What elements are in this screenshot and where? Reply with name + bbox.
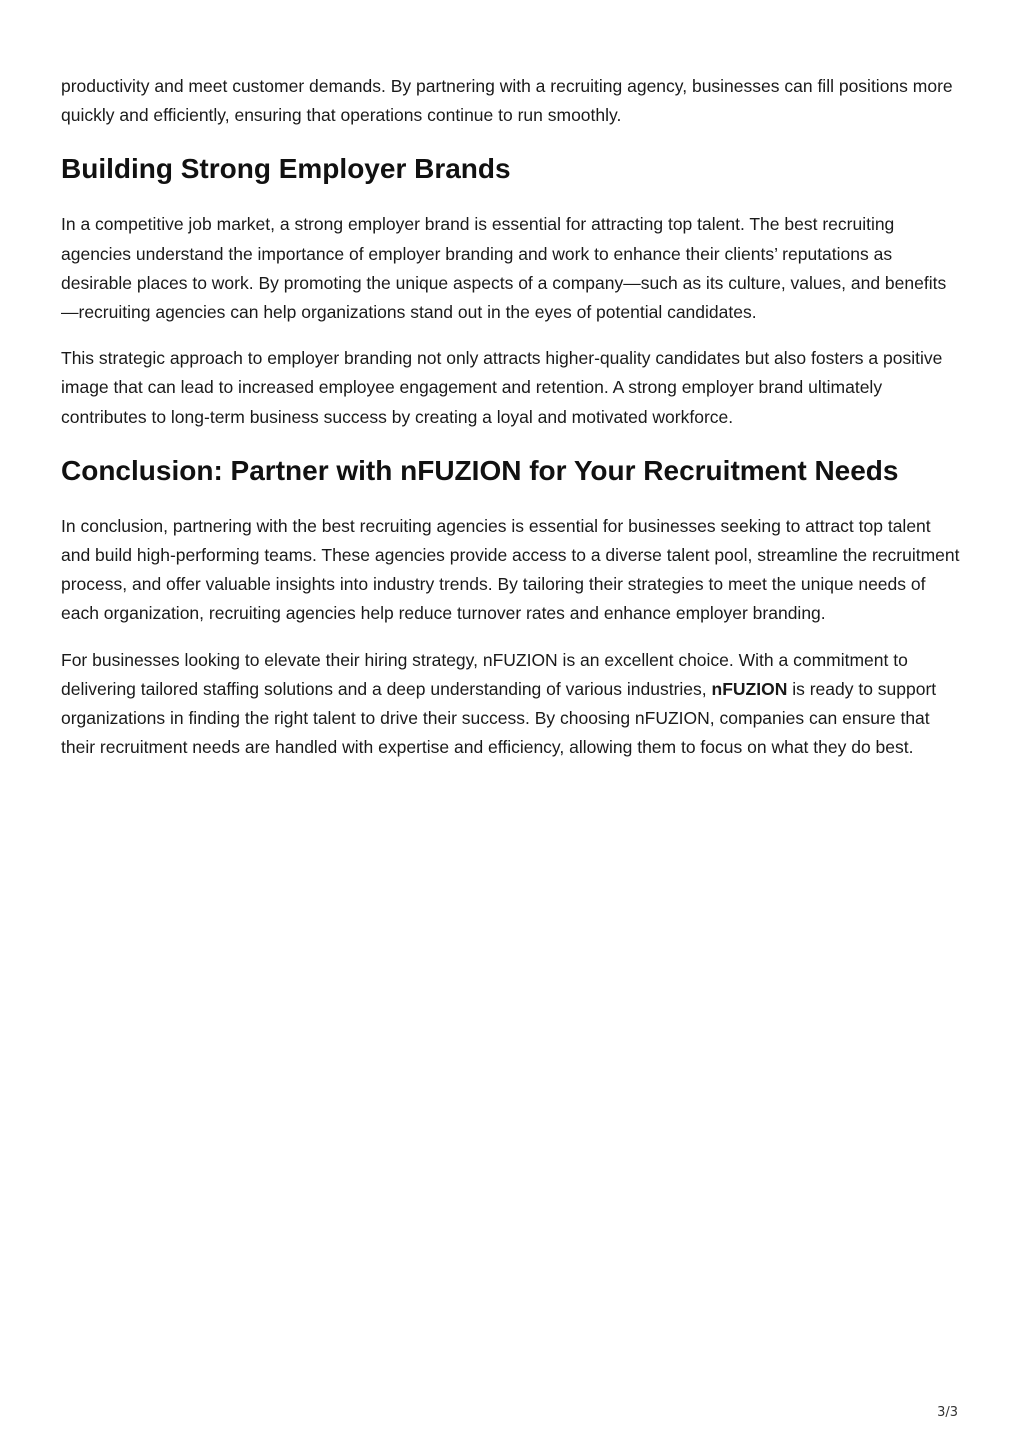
conclusion-paragraph-1: In conclusion, partnering with the best recruiting agencies is essential for businesses seeking to attract top talent and build high-performing teams. These agencies provide access to a diverse talent pool, streamline the recruitment process, and offer valuable insights into industry trends. By tailoring their strategies to meet the unique needs of each organization, recruiting agencies help reduce turnover rates and enhance employer branding. bbox=[61, 515, 960, 624]
employer-brands-paragraph-2: This strategic approach to employer branding not only attracts higher-quality candidates but also fosters a positive image that can lead to increased employee engagement and retention. A strong employer brand ultimately contributes to long-term business success by creating a loyal and motivated workforce. bbox=[61, 348, 943, 427]
brand-name-bold: nFUZION bbox=[711, 678, 788, 699]
conclusion-text-after: is ready to support organizations in finding the right talent to drive their success. By choosing nFUZION, companies can ensure that their recruitment needs are handled with expertise and efficiency, allowing them to focus on what they do best. bbox=[61, 678, 937, 758]
page-number: 3/3 bbox=[937, 1405, 958, 1420]
conclusion-text-before: For businesses looking to elevate their hiring strategy, nFUZION is an excellent choice. With a commitment to delivering tailored staffing solutions and a deep understanding of various industries, bbox=[61, 649, 908, 699]
employer-brands-paragraph-1: In a competitive job market, a strong employer brand is essential for attracting top talent. The best recruiting agencies understand the importance of employer branding and work to enhance their clients’ reputations as desirable places to work. By promoting the unique aspects of a company—such as its culture, values, and benefits—recruiting agencies can help organizations stand out in the eyes of potential candidates. bbox=[61, 214, 947, 323]
document-page bbox=[61, 72, 961, 779]
conclusion-paragraph-2 bbox=[61, 646, 961, 763]
intro-paragraph: productivity and meet customer demands. By partnering with a recruiting agency, businesses can fill positions more quickly and efficiently, ensuring that operations continue to run smoothly. bbox=[61, 76, 953, 126]
section-heading-employer-brands: Building Strong Employer Brands bbox=[61, 153, 511, 185]
section-heading-conclusion: Conclusion: Partner with nFUZION for Your Recruitment Needs bbox=[61, 454, 899, 486]
